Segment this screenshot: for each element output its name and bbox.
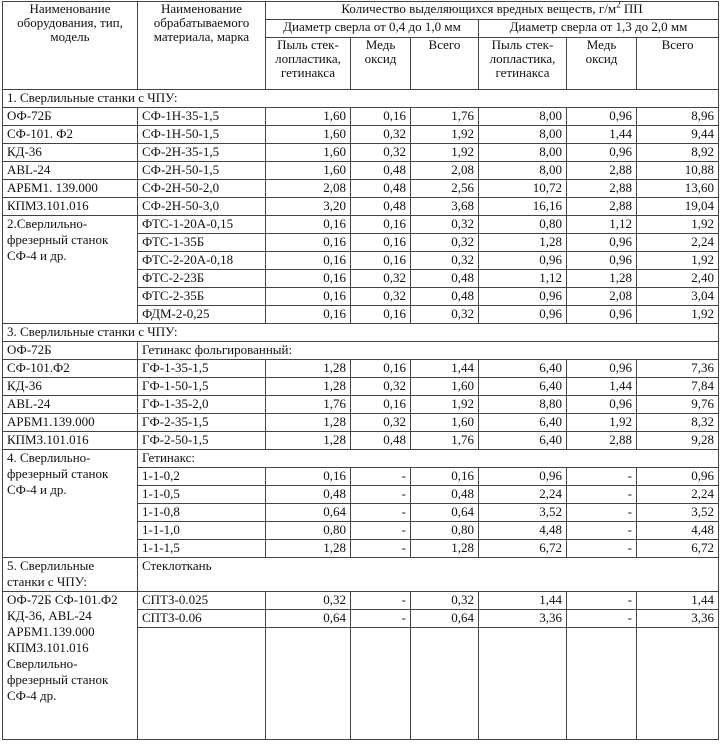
value-cell: - — [351, 504, 411, 522]
value-cell: 0,96 — [567, 234, 637, 252]
table-row — [3, 342, 719, 360]
value-cell: 0,48 — [351, 198, 411, 216]
value-cell: 1,92 — [411, 144, 479, 162]
value-cell: 1,60 — [266, 108, 351, 126]
value-cell: 4,48 — [479, 522, 567, 540]
value-cell: 0,64 — [411, 610, 479, 628]
value-cell: - — [351, 486, 411, 504]
value-cell: 0,64 — [266, 610, 351, 628]
material-cell: ФТС-2-20А-0,18 — [138, 252, 266, 270]
value-cell: 0,16 — [351, 216, 411, 234]
value-cell: 3,68 — [411, 198, 479, 216]
value-cell: 0,32 — [411, 592, 479, 610]
value-cell: 1,28 — [266, 540, 351, 558]
empty-cell — [637, 628, 719, 740]
value-cell: 0,96 — [567, 360, 637, 378]
value-cell: 2,88 — [567, 180, 637, 198]
value-cell: 2,24 — [479, 486, 567, 504]
value-cell: 7,36 — [637, 360, 719, 378]
value-cell: 0,48 — [411, 486, 479, 504]
header-dust: Пыль стек-лопластика, гетинакса — [266, 38, 351, 90]
value-cell: 0,16 — [351, 360, 411, 378]
value-cell: 6,72 — [479, 540, 567, 558]
value-cell: 1,12 — [567, 216, 637, 234]
empty-cell — [567, 628, 637, 740]
empty-cell — [266, 628, 351, 740]
value-cell: 0,16 — [266, 270, 351, 288]
value-cell: 2,08 — [266, 180, 351, 198]
value-cell: 1,28 — [479, 234, 567, 252]
value-cell: 2,08 — [567, 288, 637, 306]
material-cell: 1-1-0,2 — [138, 468, 266, 486]
value-cell: 0,80 — [479, 216, 567, 234]
value-cell: 1,60 — [411, 414, 479, 432]
value-cell: 1,76 — [411, 432, 479, 450]
value-cell: 1,44 — [567, 378, 637, 396]
value-cell: 8,80 — [479, 396, 567, 414]
section-title: 1. Сверлильные станки с ЧПУ: — [3, 90, 719, 108]
table-row — [3, 144, 719, 162]
value-cell: 3,20 — [266, 198, 351, 216]
table-row — [3, 450, 719, 468]
value-cell: 8,00 — [479, 162, 567, 180]
value-cell: 0,48 — [351, 162, 411, 180]
value-cell: 19,04 — [637, 198, 719, 216]
value-cell: 1,12 — [479, 270, 567, 288]
equipment-group-cell: ОФ-72Б СФ-101.Ф2 КД-36, ABL-24 АРБМ1.139.000 КПМЗ.101.016 Сверлильно-фрезерный станок СФ-4 др. — [3, 592, 138, 740]
value-cell: 0,32 — [266, 592, 351, 610]
table-header — [3, 2, 719, 90]
material-cell: ГФ-2-35-1,5 — [138, 414, 266, 432]
section-title: 5. Сверлильные станки с ЧПУ: — [3, 558, 138, 592]
table-row — [3, 558, 719, 592]
value-cell: 1,60 — [266, 126, 351, 144]
empty-cell — [351, 628, 411, 740]
material-cell: 1-1-0,8 — [138, 504, 266, 522]
header-group-small-drill: Диаметр сверла от 0,4 до 1,0 мм — [266, 20, 479, 38]
header-quantity: Количество выделяющихся вредных веществ, $г/м^2$ ПП — [266, 2, 719, 20]
value-cell: 2,24 — [637, 486, 719, 504]
empty-cell — [479, 628, 567, 740]
material-cell: СФ-2Н-35-1,5 — [138, 144, 266, 162]
value-cell: 0,64 — [411, 504, 479, 522]
value-cell: 0,48 — [411, 288, 479, 306]
header-total: Всего — [637, 38, 719, 90]
value-cell: 2,24 — [637, 234, 719, 252]
value-cell: 0,96 — [479, 306, 567, 324]
material-cell: ФТС-2-35Б — [138, 288, 266, 306]
value-cell: 0,96 — [637, 468, 719, 486]
equipment-cell: КД-36 — [3, 378, 138, 396]
section-title-row — [3, 90, 719, 108]
header-copper: Медь оксид — [567, 38, 637, 90]
value-cell: 6,40 — [479, 378, 567, 396]
value-cell: 0,32 — [351, 378, 411, 396]
value-cell: 2,88 — [567, 198, 637, 216]
value-cell: 0,16 — [351, 396, 411, 414]
value-cell: 0,96 — [567, 306, 637, 324]
equipment-cell: КД-36 — [3, 144, 138, 162]
value-cell: 1,28 — [567, 270, 637, 288]
value-cell: 0,96 — [479, 468, 567, 486]
value-cell: 1,92 — [411, 396, 479, 414]
material-cell: ГФ-1-50-1,5 — [138, 378, 266, 396]
equipment-cell: ОФ-72Б — [3, 108, 138, 126]
value-cell: 2,08 — [411, 162, 479, 180]
material-cell: ФТС-2-23Б — [138, 270, 266, 288]
material-cell: 1-1-1,0 — [138, 522, 266, 540]
value-cell: 8,92 — [637, 144, 719, 162]
value-cell: 3,36 — [479, 610, 567, 628]
value-cell: 1,28 — [266, 360, 351, 378]
value-cell: 6,40 — [479, 432, 567, 450]
value-cell: 1,92 — [637, 252, 719, 270]
value-cell: 0,32 — [351, 126, 411, 144]
table-row — [3, 198, 719, 216]
value-cell: 4,48 — [637, 522, 719, 540]
value-cell: - — [567, 540, 637, 558]
table-row — [3, 592, 719, 610]
table-row — [3, 396, 719, 414]
material-cell: СПТЗ-0.025 — [138, 592, 266, 610]
value-cell: - — [351, 540, 411, 558]
equipment-cell: КПМЗ.101.016 — [3, 198, 138, 216]
value-cell: - — [567, 522, 637, 540]
material-cell: ГФ-1-35-2,0 — [138, 396, 266, 414]
material-cell: СФ-2Н-50-3,0 — [138, 198, 266, 216]
value-cell: 0,16 — [266, 468, 351, 486]
value-cell: 9,76 — [637, 396, 719, 414]
value-cell: 6,72 — [637, 540, 719, 558]
value-cell: 0,96 — [567, 252, 637, 270]
table-row — [3, 360, 719, 378]
material-cell: ГФ-2-50-1,5 — [138, 432, 266, 450]
value-cell: 0,16 — [266, 252, 351, 270]
value-cell: 9,44 — [637, 126, 719, 144]
table-row — [3, 216, 719, 234]
value-cell: 1,60 — [266, 144, 351, 162]
value-cell: 16,16 — [479, 198, 567, 216]
section-title-row — [3, 324, 719, 342]
value-cell: 0,16 — [351, 306, 411, 324]
value-cell: 1,92 — [411, 126, 479, 144]
header-dust: Пыль стек-лопластика, гетинакса — [479, 38, 567, 90]
equipment-cell: АРБМ1.139.000 — [3, 414, 138, 432]
equipment-cell: АРБМ1. 139.000 — [3, 180, 138, 198]
value-cell: 2,56 — [411, 180, 479, 198]
material-cell: СФ-1Н-35-1,5 — [138, 108, 266, 126]
value-cell: 3,36 — [637, 610, 719, 628]
value-cell: 8,32 — [637, 414, 719, 432]
value-cell: 1,28 — [266, 432, 351, 450]
value-cell: 0,32 — [351, 288, 411, 306]
value-cell: 1,44 — [567, 126, 637, 144]
value-cell: 1,44 — [637, 592, 719, 610]
table-row — [3, 378, 719, 396]
equipment-cell: КПМЗ.101.016 — [3, 432, 138, 450]
value-cell: - — [567, 486, 637, 504]
header-material: Наименование обрабатываемого материала, марка — [138, 2, 266, 90]
emissions-table — [2, 1, 719, 740]
material-cell: 1-1-0,5 — [138, 486, 266, 504]
value-cell: 2,88 — [567, 162, 637, 180]
value-cell: 0,80 — [411, 522, 479, 540]
table-row — [3, 414, 719, 432]
material-cell: ФТС-1-20А-0,15 — [138, 216, 266, 234]
equipment-cell: ОФ-72Б — [3, 342, 138, 360]
value-cell: 10,72 — [479, 180, 567, 198]
value-cell: 2,40 — [637, 270, 719, 288]
value-cell: 0,16 — [351, 252, 411, 270]
value-cell: 0,16 — [266, 234, 351, 252]
value-cell: 0,48 — [351, 180, 411, 198]
value-cell: - — [351, 610, 411, 628]
value-cell: 0,32 — [411, 252, 479, 270]
table-row — [3, 108, 719, 126]
value-cell: 0,16 — [351, 108, 411, 126]
material-cell: СПТЗ-0.06 — [138, 610, 266, 628]
table-body — [3, 90, 719, 740]
value-cell: 1,28 — [266, 378, 351, 396]
value-cell: 2,88 — [567, 432, 637, 450]
equipment-cell: ABL-24 — [3, 162, 138, 180]
value-cell: 0,96 — [567, 144, 637, 162]
value-cell: 8,00 — [479, 126, 567, 144]
value-cell: 0,16 — [266, 288, 351, 306]
value-cell: - — [567, 504, 637, 522]
value-cell: 0,48 — [266, 486, 351, 504]
table-row — [3, 432, 719, 450]
value-cell: 0,96 — [479, 252, 567, 270]
material-cell: СФ-2Н-50-2,0 — [138, 180, 266, 198]
material-cell: СФ-1Н-50-1,5 — [138, 126, 266, 144]
value-cell: - — [351, 522, 411, 540]
value-cell: 1,44 — [411, 360, 479, 378]
value-cell: 1,44 — [479, 592, 567, 610]
table-row — [3, 126, 719, 144]
header-total: Всего — [411, 38, 479, 90]
value-cell: 9,28 — [637, 432, 719, 450]
value-cell: 1,60 — [266, 162, 351, 180]
value-cell: 1,92 — [637, 216, 719, 234]
value-cell: - — [351, 592, 411, 610]
value-cell: 0,32 — [411, 216, 479, 234]
value-cell: 0,16 — [351, 234, 411, 252]
material-cell: СФ-2Н-50-1,5 — [138, 162, 266, 180]
value-cell: 1,28 — [266, 414, 351, 432]
value-cell: 0,48 — [351, 432, 411, 450]
header-equipment: Наименование оборудования, тип, модель — [3, 2, 138, 90]
value-cell: 3,52 — [637, 504, 719, 522]
equipment-group-cell: 2.Сверлильно-фрезерный станок СФ-4 и др. — [3, 216, 138, 324]
header-group-large-drill: Диаметр сверла от 1,3 до 2,0 мм — [479, 20, 719, 38]
equipment-cell: СФ-101. Ф2 — [3, 126, 138, 144]
equipment-cell: СФ-101.Ф2 — [3, 360, 138, 378]
header-copper: Медь оксид — [351, 38, 411, 90]
value-cell: 0,96 — [567, 108, 637, 126]
value-cell: 0,48 — [411, 270, 479, 288]
value-cell: 0,96 — [567, 396, 637, 414]
value-cell: 8,00 — [479, 108, 567, 126]
value-cell: - — [567, 592, 637, 610]
value-cell: 1,28 — [411, 540, 479, 558]
value-cell: 3,52 — [479, 504, 567, 522]
section-title: 3. Сверлильные станки с ЧПУ: — [3, 324, 719, 342]
value-cell: 6,40 — [479, 414, 567, 432]
value-cell: 0,32 — [411, 234, 479, 252]
value-cell: 0,96 — [479, 288, 567, 306]
value-cell: 1,92 — [567, 414, 637, 432]
value-cell: 0,16 — [266, 216, 351, 234]
empty-cell — [138, 628, 266, 740]
value-cell: 13,60 — [637, 180, 719, 198]
material-cell: 1-1-1,5 — [138, 540, 266, 558]
value-cell: 0,32 — [351, 270, 411, 288]
value-cell: 0,16 — [266, 306, 351, 324]
empty-cell — [411, 628, 479, 740]
material-subheading: Гетинакс фольгированный: — [138, 342, 719, 360]
value-cell: 1,76 — [266, 396, 351, 414]
material-cell: ФТС-1-35Б — [138, 234, 266, 252]
value-cell: 0,16 — [411, 468, 479, 486]
value-cell: - — [351, 468, 411, 486]
value-cell: 7,84 — [637, 378, 719, 396]
material-cell: ГФ-1-35-1,5 — [138, 360, 266, 378]
material-subheading: Стеклоткань — [138, 558, 719, 592]
value-cell: 1,76 — [411, 108, 479, 126]
table-row — [3, 162, 719, 180]
value-cell: - — [567, 610, 637, 628]
value-cell: 0,32 — [411, 306, 479, 324]
value-cell: 8,96 — [637, 108, 719, 126]
value-cell: 0,64 — [266, 504, 351, 522]
value-cell: 3,04 — [637, 288, 719, 306]
table-row — [3, 180, 719, 198]
value-cell: 1,60 — [411, 378, 479, 396]
value-cell: 6,40 — [479, 360, 567, 378]
value-cell: 0,32 — [351, 414, 411, 432]
material-cell: ФДМ-2-0,25 — [138, 306, 266, 324]
equipment-group-cell: 4. Сверлильно-фрезерный станок СФ-4 и др. — [3, 450, 138, 558]
value-cell: 10,88 — [637, 162, 719, 180]
value-cell: 1,92 — [637, 306, 719, 324]
value-cell: 0,32 — [351, 144, 411, 162]
value-cell: 8,00 — [479, 144, 567, 162]
material-subheading: Гетинакс: — [138, 450, 719, 468]
value-cell: - — [567, 468, 637, 486]
value-cell: 0,80 — [266, 522, 351, 540]
equipment-cell: ABL-24 — [3, 396, 138, 414]
